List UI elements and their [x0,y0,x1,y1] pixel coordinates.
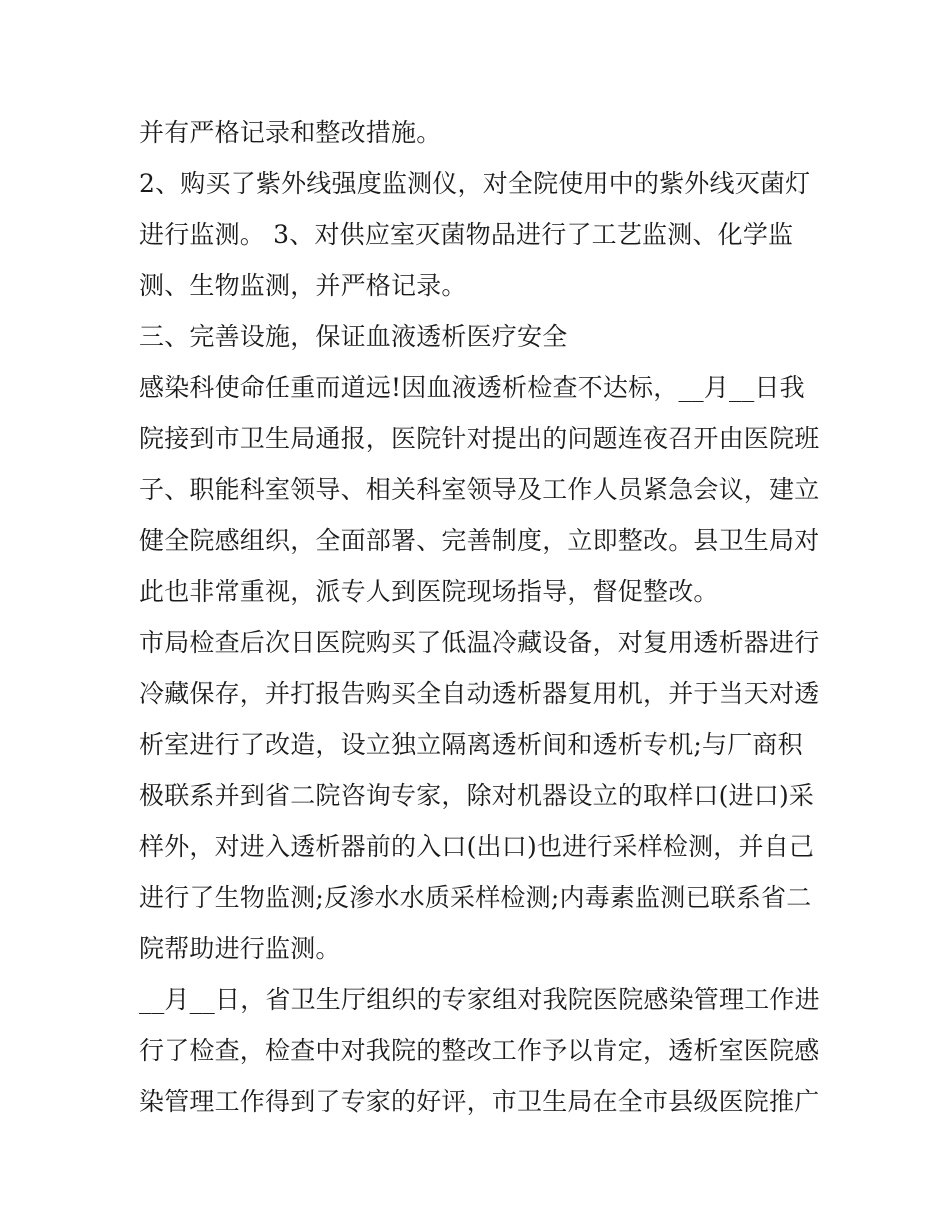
text-line: 测、生物监测，并严格记录。 [139,271,467,300]
text-line: 进行监测。 3、对供应室灭菌物品进行了工艺监测、化学监 [139,220,794,249]
text-line: 2、购买了紫外线强度监测仪，对全院使用中的紫外线灭菌灯 [139,169,811,198]
text-line: 行了检查，检查中对我院的整改工作予以肯定，透析室医院感 [139,1036,820,1065]
text-line: __月__日，省卫生厅组织的专家组对我院医院感染管理工作进 [139,985,820,1014]
text-line: 极联系并到省二院咨询专家，除对机器设立的取样口(进口)采 [139,781,815,810]
text-line: 染管理工作得到了专家的好评，市卫生局在全市县级医院推广 [139,1087,820,1116]
text-line: 子、职能科室领导、相关科室领导及工作人员紧急会议，建立 [139,475,820,504]
document-body [139,107,829,1127]
text-line: 院帮助进行监测。 [139,934,341,963]
text-line: 样外，对进入透析器前的入口(出口)也进行采样检测，并自己 [139,832,815,861]
text-line: 院接到市卫生局通报，医院针对提出的问题连夜召开由医院班 [139,424,820,453]
text-line: 此也非常重视，派专人到医院现场指导，督促整改。 [139,577,719,606]
text-line: 并有严格记录和整改措施。 [139,118,442,147]
text-line: 市局检查后次日医院购买了低温冷藏设备，对复用透析器进行 [139,628,820,657]
text-line: 感染科使命任重而道远!因血液透析检查不达标，__月__日我 [139,373,805,402]
text-line: 冷藏保存，并打报告购买全自动透析器复用机，并于当天对透 [139,679,820,708]
section-heading: 三、完善设施，保证血液透析医疗安全 [139,322,568,351]
text-line: 析室进行了改造，设立独立隔离透析间和透析专机;与厂商积 [139,730,803,759]
text-line: 健全院感组织，全面部署、完善制度，立即整改。县卫生局对 [139,526,820,555]
text-line: 进行了生物监测;反渗水水质采样检测;内毒素监测已联系省二 [139,883,812,912]
